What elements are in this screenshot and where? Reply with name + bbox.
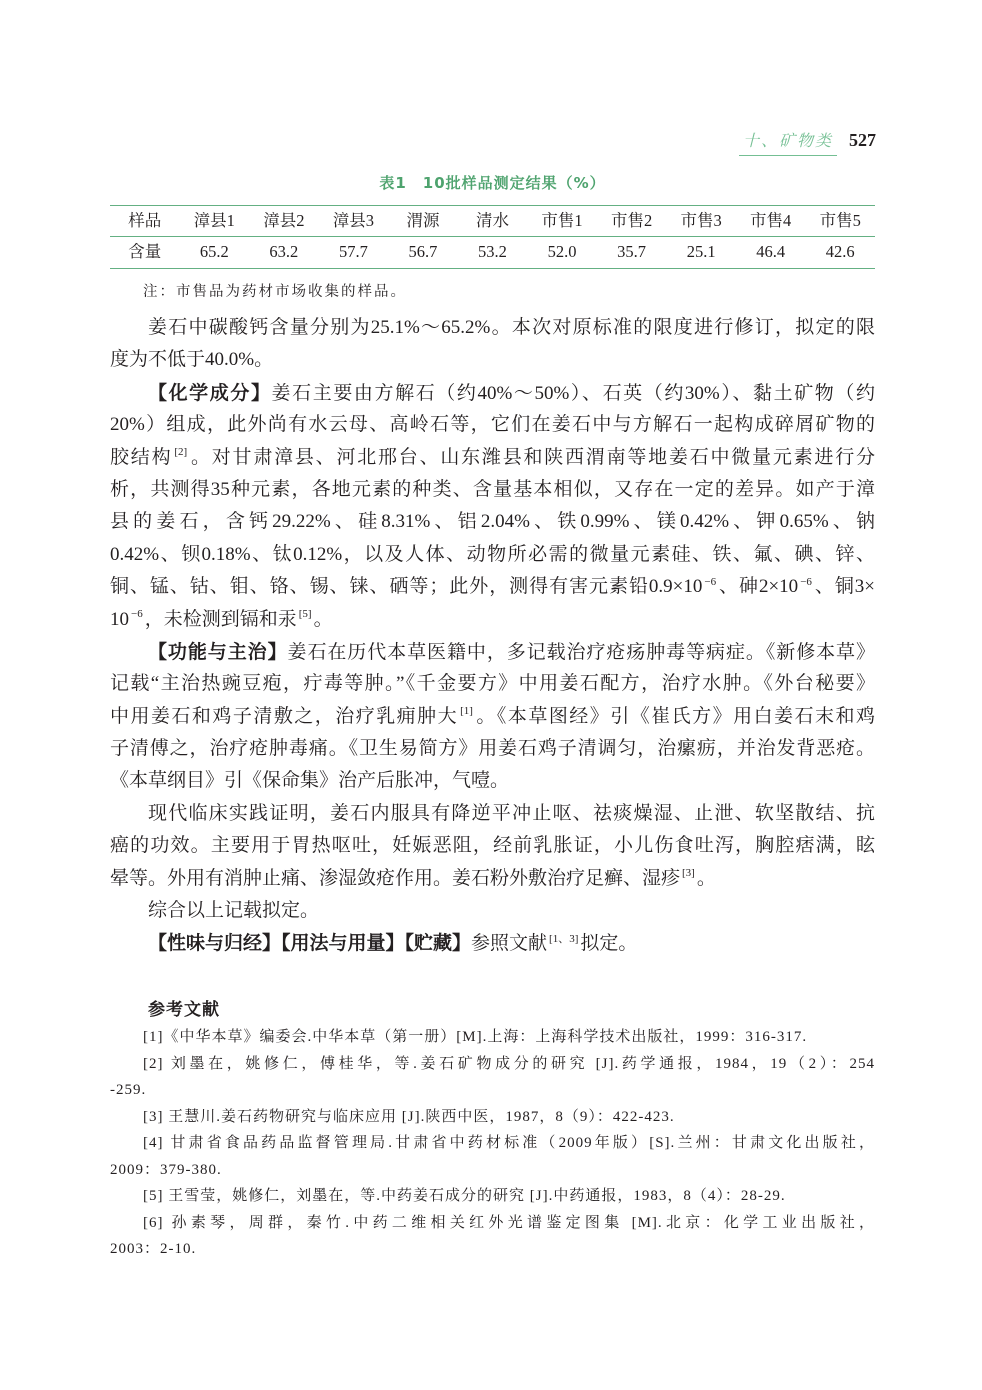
table-cell: 53.2 — [478, 242, 507, 261]
text-line — [110, 604, 875, 636]
text-line — [110, 1077, 875, 1104]
table-header-cell: 样品 — [128, 211, 162, 230]
paragraph — [110, 895, 875, 927]
text-line — [110, 571, 875, 603]
section-heading-label: 【性味与归经】【用法与用量】【贮藏】 — [148, 932, 472, 955]
text-run: 、铜3× — [813, 576, 875, 598]
text-run: 姜石主要由方解石（约40%～50%）、石英（约30%）、黏土矿物（约 — [271, 382, 875, 404]
text-run: 县的姜石，含钙29.22%、硅8.31%、铝2.04%、铁0.99%、镁0.42%、钾0.65%、钠 — [110, 511, 875, 533]
reference-entry — [110, 1210, 875, 1263]
results-table — [110, 205, 875, 269]
text-line — [110, 1130, 875, 1157]
text-run: 。 — [313, 608, 333, 630]
reference-entry — [110, 1024, 875, 1051]
running-header — [739, 126, 876, 156]
text-line — [110, 1104, 875, 1131]
text-run: [2] 刘墨在，姚修仁，傅桂华，等.姜石矿物成分的研究 [J].药学通报，1984，19（2）：254 — [143, 1055, 875, 1072]
table-header-cell: 漳县3 — [332, 211, 375, 230]
text-line — [110, 474, 875, 506]
table-header-cell: 市售1 — [541, 211, 583, 230]
references-heading: 参考文献 — [148, 1000, 220, 1020]
superscript: [2] — [174, 446, 188, 459]
superscript: [5] — [298, 608, 312, 621]
table-caption: 表1 10批样品测定结果（%） — [379, 174, 606, 192]
text-line — [110, 1024, 875, 1051]
text-line — [110, 312, 875, 344]
references-list — [110, 1024, 875, 1263]
section-title: 十、矿物类 — [739, 131, 837, 156]
table-header-cell: 市售2 — [610, 211, 653, 230]
text-run: 综合以上记载拟定。 — [148, 900, 320, 922]
text-run: 现代临床实践证明，姜石内服具有降逆平冲止呕、祛痰燥湿、止泄、软坚散结、抗 — [148, 802, 875, 824]
text-run: 20%）组成，此外尚有水云母、高岭石等，它们在姜石中与方解石一起构成碎屑矿物的 — [110, 414, 875, 436]
text-run: [5] 王雪莹，姚修仁，刘墨在，等.中药姜石成分的研究 [J].中药通报，1983，8（4）：28-29. — [143, 1188, 786, 1204]
paragraph — [110, 312, 875, 377]
table-header-row — [110, 206, 875, 237]
paragraph — [110, 927, 875, 959]
reference-entry — [110, 1104, 875, 1131]
text-line — [110, 798, 875, 830]
text-run: [1]《中华本草》编委会.中华本草（第一册）[M].上海：上海科学技术出版社，1999：316-317. — [143, 1029, 808, 1045]
table-cell: 46.4 — [756, 242, 786, 261]
superscript: −6 — [704, 575, 717, 588]
text-run: 参照文献 — [471, 933, 548, 955]
superscript: [3] — [682, 867, 695, 880]
superscript: −6 — [131, 608, 143, 621]
section-heading-label: 【化学成分】 — [148, 381, 272, 404]
table-cell: 42.6 — [825, 242, 855, 261]
text-run: 0.42%、钡0.18%、钛0.12%，以及人体、动物所必需的微量元素硅、铁、氟、碘、锌、 — [110, 543, 875, 565]
text-line — [110, 765, 875, 797]
superscript: [1] — [460, 705, 473, 718]
superscript: [1、3] — [549, 933, 579, 946]
text-line — [110, 863, 875, 895]
table-cell: 25.1 — [686, 242, 716, 261]
text-line — [110, 377, 875, 409]
text-run: 2003：2-10. — [110, 1241, 197, 1257]
reference-entry — [110, 1183, 875, 1210]
table-header-cell: 漳县1 — [193, 211, 235, 230]
table-cell: 52.0 — [547, 242, 577, 261]
text-run: 铜、锰、钴、钼、铬、锡、铼、硒等；此外，测得有害元素铅0.9×10 — [110, 576, 703, 598]
superscript: −6 — [800, 575, 812, 588]
text-run: 姜石中碳酸钙含量分别为25.1%～65.2%。本次对原标准的限度进行修订，拟定的限 — [148, 317, 875, 338]
text-run: 2009：379-380. — [110, 1161, 222, 1178]
table-body — [110, 237, 875, 268]
page-number: 527 — [849, 130, 876, 150]
text-run: 姜石在历代本草医籍中，多记载治疗疮疡肿毒等病症。《新修本草》 — [287, 641, 875, 663]
text-line — [110, 701, 875, 733]
text-line — [110, 506, 875, 538]
table-header-cell: 市售3 — [680, 211, 722, 230]
row-label-cell: 含量 — [128, 242, 162, 261]
paragraph — [110, 377, 875, 636]
text-line — [110, 1183, 875, 1210]
text-run: 记载“主治热豌豆疱，疔毒等肿。”《千金要方》中用姜石配方，治疗水肿。《外台秘要》 — [110, 673, 875, 695]
paragraph — [110, 636, 875, 798]
paragraph — [110, 798, 875, 895]
text-run: ，未检测到镉和汞 — [144, 608, 297, 630]
text-line — [110, 1051, 875, 1078]
text-line — [110, 733, 875, 765]
text-run: [4] 甘肃省食品药品监督管理局.甘肃省中药材标准（2009年版）[S].兰州：甘肃文化出版社， — [143, 1135, 875, 1151]
table-cell: 63.2 — [269, 242, 299, 261]
text-run: 10 — [110, 608, 129, 630]
text-run: 拟定。 — [580, 933, 638, 955]
text-line — [110, 344, 875, 376]
text-run: 癌的功效。主要用于胃热呕吐，妊娠恶阻，经前乳胀证，小儿伤食吐泻，胸腔痞满，眩 — [110, 835, 875, 857]
text-run: 中用姜石和鸡子清敷之，治疗乳痈肿大 — [110, 705, 459, 727]
table-row — [110, 237, 875, 268]
section-heading-label: 【功能与主治】 — [148, 640, 288, 663]
table-cell: 65.2 — [199, 242, 229, 261]
text-run: 。对甘肃漳县、河北邢台、山东潍县和陕西渭南等地姜石中微量元素进行分 — [189, 446, 875, 468]
text-run: 《本草纲目》引《保命集》治产后胀冲，气噎。 — [110, 770, 510, 792]
text-run: 析，共测得35种元素，各地元素的种类、含量基本相似，又存在一定的差异。如产于漳 — [110, 478, 875, 500]
text-run: [6] 孙素琴，周群，秦竹.中药二维相关红外光谱鉴定图集 [M].北京：化学工业出版社， — [143, 1214, 875, 1231]
text-line — [110, 539, 875, 571]
text-run: -259. — [110, 1082, 147, 1098]
reference-entry — [110, 1130, 875, 1183]
text-line — [110, 1236, 875, 1263]
table-header-cell: 市售5 — [819, 211, 861, 230]
table-header-cell: 市售4 — [750, 211, 792, 230]
text-line — [110, 668, 875, 700]
table-header-cell: 清水 — [475, 211, 509, 230]
text-line — [110, 830, 875, 862]
text-run: 。《本草图经》引《崔氏方》用白姜石末和鸡 — [474, 705, 875, 727]
text-line — [110, 409, 875, 441]
text-run: 。 — [696, 867, 716, 889]
text-run: 胶结构 — [110, 446, 173, 468]
text-line — [110, 927, 875, 959]
table-header-cell: 漳县2 — [263, 211, 305, 230]
table-header-cell: 渭源 — [406, 211, 440, 230]
text-line — [110, 442, 875, 474]
body-text — [110, 312, 875, 960]
text-line — [110, 1157, 875, 1184]
text-run: 晕等。外用有消肿止痛、渗湿敛疮作用。姜石粉外敷治疗足癣、湿疹 — [110, 867, 681, 889]
text-run: 、砷2×10 — [718, 576, 799, 598]
text-run: [3] 王慧川.姜石药物研究与临床应用 [J].陕西中医，1987，8（9）：422-423. — [143, 1108, 675, 1125]
text-line — [110, 636, 875, 668]
text-line — [110, 895, 875, 927]
text-run: 度为不低于40.0%。 — [110, 349, 274, 371]
reference-entry — [110, 1051, 875, 1104]
text-run: 子清傅之，治疗疮肿毒痛。《卫生易简方》用姜石鸡子清调匀，治瘰疬，并治发背恶疮。 — [110, 738, 875, 760]
table-cell: 57.7 — [338, 242, 368, 261]
table-cell: 35.7 — [617, 242, 647, 261]
table-note: 注：市售品为药材市场收集的样品。 — [143, 284, 407, 300]
table-cell: 56.7 — [408, 242, 438, 261]
text-line — [110, 1210, 875, 1237]
